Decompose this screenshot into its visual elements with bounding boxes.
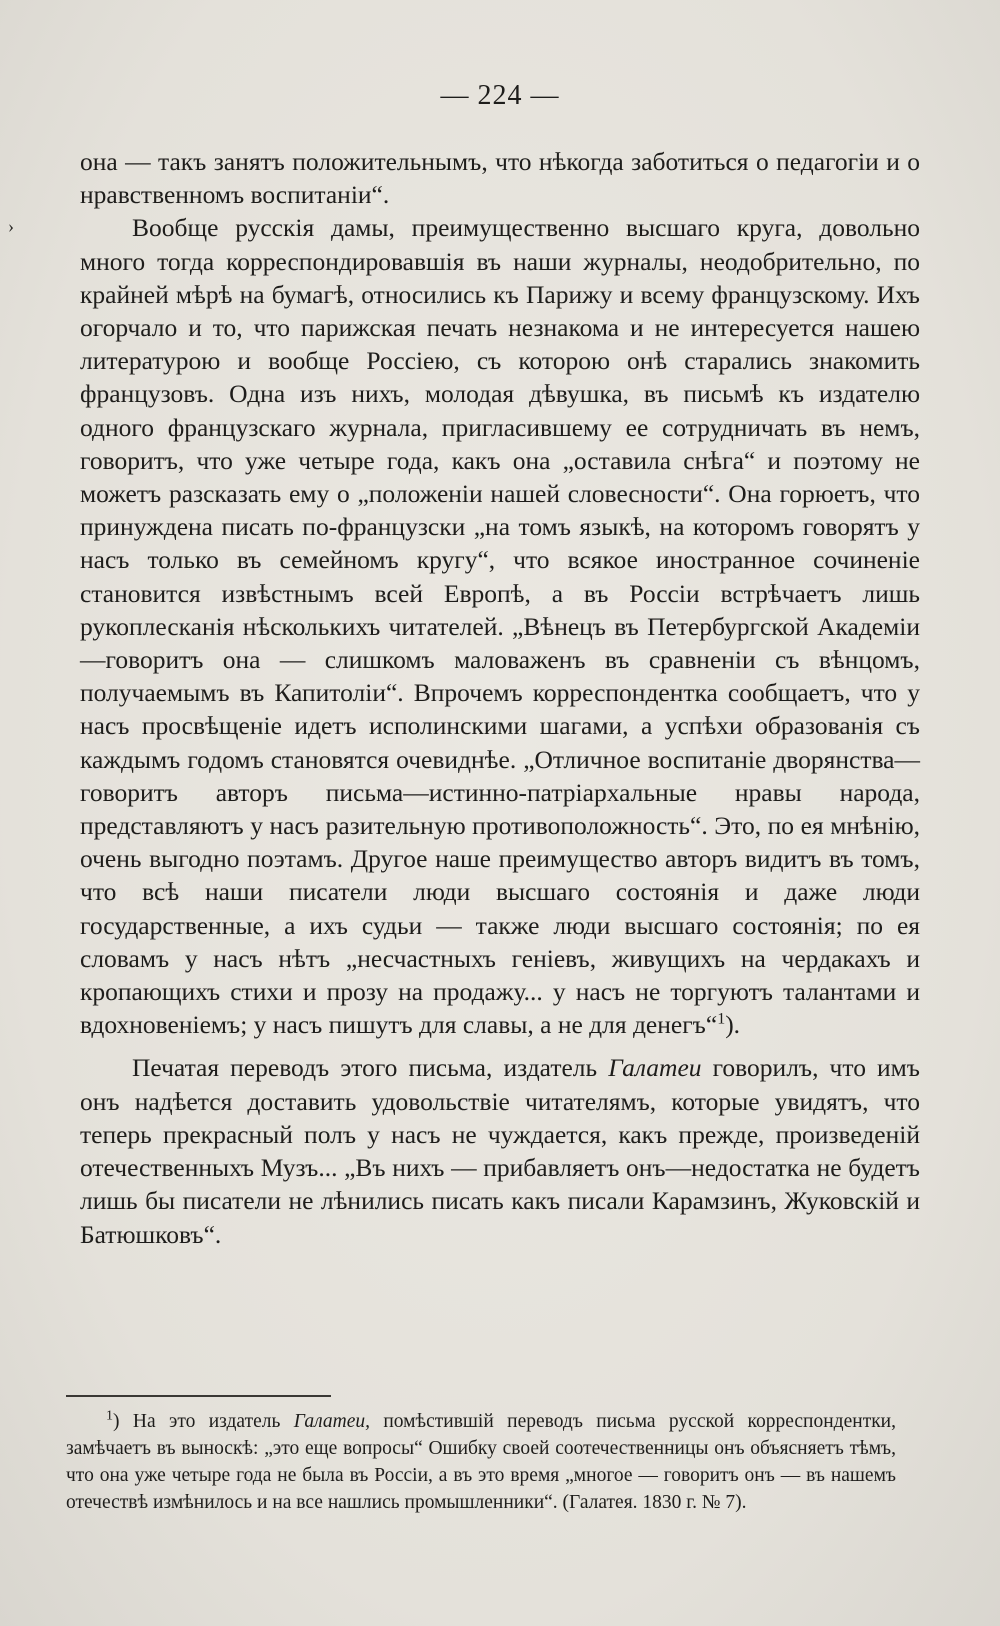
footnote [66, 1408, 896, 1516]
paragraph-3-italic-title: Галатеи [608, 1053, 702, 1083]
footnote-reference[interactable]: 1 [717, 1010, 726, 1028]
page-number: — 224 — [440, 80, 560, 111]
footnote-divider [66, 1395, 331, 1397]
paragraph-2-text: Вообще русскія дамы, преимущественно высшаго круга, довольно много тогда корреспондировавшія въ наши журналы, неодобрительно, по крайней мѣрѣ на бумагѣ, относились къ Парижу и всему французскому. Ихъ огорчало и то, что парижская печать незнакома и не интересуется нашею литературою и вообще Россіею, съ которою онѣ старались знакомить французовъ. Одна изъ нихъ, молодая дѣвушка, въ письмѣ къ издателю одного французскаго журнала, пригласившему ее сотрудничать въ немъ, говоритъ, что уже четыре года, какъ она „оставила снѣга“ и поэтому не можетъ разсказать ему о „положеніи нашей словесности“. Она горюетъ, что принуждена писать по-французски „на томъ языкѣ, на которомъ говорятъ у насъ только въ семейномъ кругу“, что всякое иностранное сочиненіе становится извѣстнымъ всей Европѣ, а въ Россіи встрѣчаетъ лишь рукоплесканія нѣсколькихъ читателей. „Вѣнецъ въ Петербургской Академіи—говоритъ она — слишкомъ маловаженъ въ сравненіи съ вѣнцомъ, получаемымъ въ Капитоліи“. Впрочемъ корреспондентка сообщаетъ, что у насъ просвѣщеніе идетъ исполинскими шагами, а успѣхи образованія съ каждымъ годомъ становятся очевиднѣе. „Отличное воспитаніе дворянства—говоритъ авторъ письма—истинно-патріархальные нравы народа, представляютъ у насъ разительную противоположность“. Это, по ея мнѣнію, очень выгодно поэтамъ. Другое наше преимущество авторъ видитъ въ томъ, что всѣ наши писатели люди высшаго состоянія и даже люди государственные, а ихъ судьи — также люди высшаго состоянія; по ея словамъ у насъ нѣтъ „несчастныхъ геніевъ, живущихъ на чердакахъ и кропающихъ стихи и прозу на продажу... у насъ не торгуютъ талантами и вдохновеніемъ; у насъ пишутъ для славы, а не для денегъ“ [80, 213, 920, 1040]
margin-mark: › [8, 216, 14, 236]
footnote-text-b: помѣстившій переводъ письма русской корреспондентки, замѣчаетъ въ выноскѣ: „это еще вопросы“ Ошибку своей соотечественницы онъ объясняетъ тѣмъ, что она уже четыре года не была въ Россіи, а въ это время „многое — говоритъ онъ — въ нашемъ отечествѣ измѣнилось и на все нашлись промышленники“. (Галатея. 1830 г. № 7). [66, 1411, 896, 1513]
paragraph-2-end: ). [725, 1010, 741, 1040]
paragraph-3-text-a: Печатая переводъ этого письма, издатель [132, 1053, 609, 1083]
main-text [80, 145, 920, 1251]
footnote-text-a: ) На это издатель [113, 1411, 294, 1432]
paragraph-1: она — такъ занятъ положительнымъ, что нѣкогда заботиться о педагогіи и о нравственномъ воспитаніи“. [80, 147, 920, 210]
paragraph-2 [80, 211, 920, 1041]
footnote-italic-title: Галатеи, [293, 1411, 370, 1432]
footnote-marker: 1 [106, 1408, 113, 1424]
paragraph-3-text-b: говорилъ, что имъ онъ надѣется доставить удовольствіе читателямъ, которые увидятъ, что теперь прекрасный полъ у насъ не чуждается, какъ прежде, произведеній отечественныхъ Музъ... „Въ нихъ — прибавляетъ онъ—недостатка не будетъ лишь бы писатели не лѣнились писать какъ писали Карамзинъ, Жуковскій и Батюшковъ“. [80, 1053, 920, 1249]
paragraph-3 [80, 1051, 920, 1250]
